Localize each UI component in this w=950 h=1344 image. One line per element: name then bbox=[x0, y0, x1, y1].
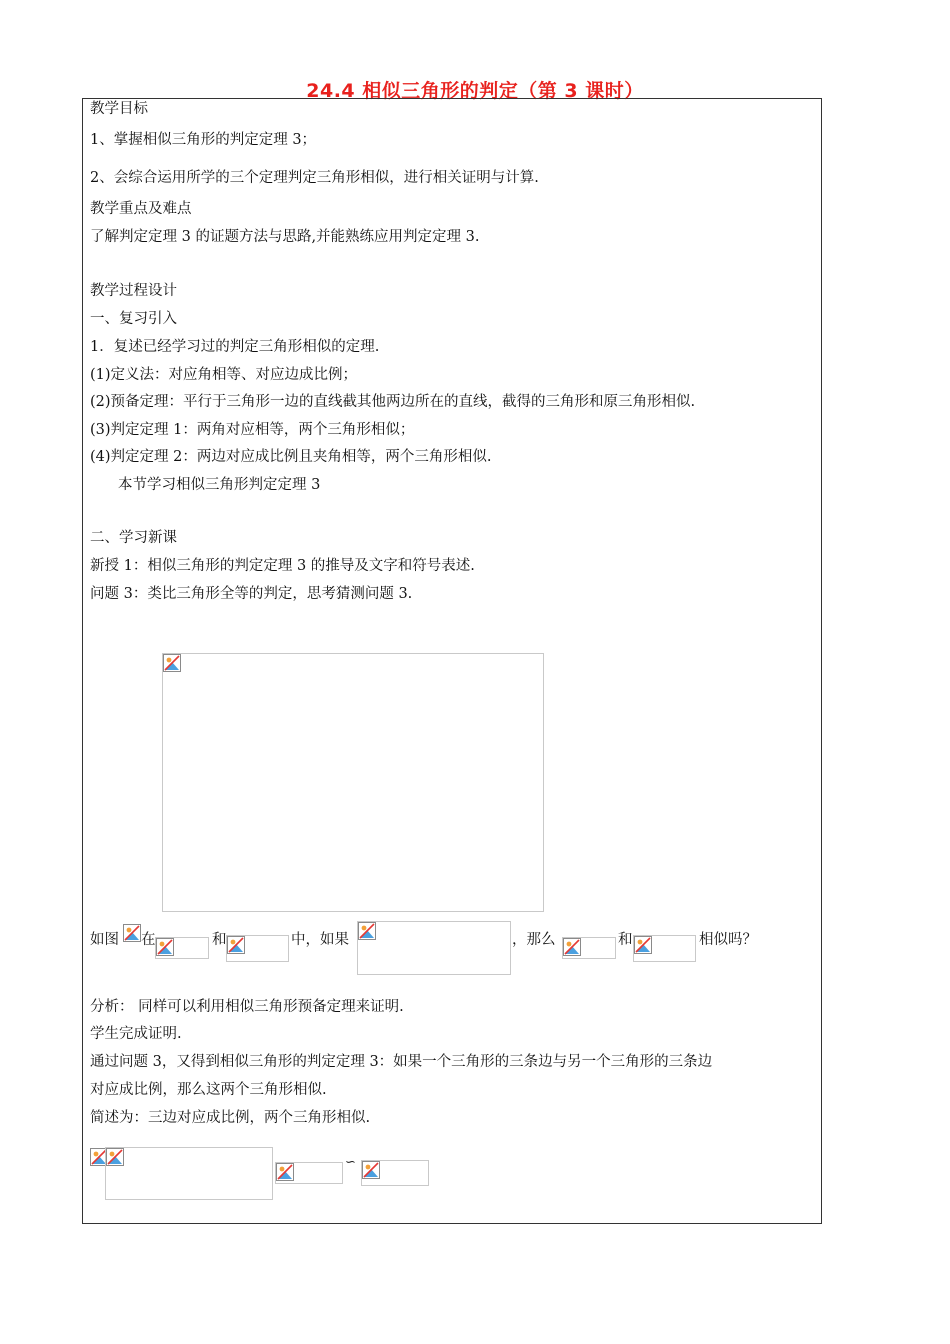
broken-image-icon bbox=[106, 1148, 124, 1166]
objective-2: 2、会综合运用所学的三个定理判定三角形相似，进行相关证明与计算. bbox=[90, 170, 539, 186]
section-2-heading: 二、学习新课 bbox=[90, 530, 177, 546]
similar-symbol: ∽ bbox=[345, 1155, 356, 1170]
question-text-1: 如图 bbox=[90, 932, 119, 948]
broken-image-icon bbox=[163, 654, 181, 672]
key-points-heading: 教学重点及难点 bbox=[90, 201, 192, 217]
conclusion-line-2: 对应成比例，那么这两个三角形相似. bbox=[90, 1082, 327, 1098]
question-text-2: 在 bbox=[141, 932, 156, 948]
analysis-text: 分析： 同样可以利用相似三角形预备定理来证明. bbox=[90, 999, 404, 1015]
process-heading: 教学过程设计 bbox=[90, 283, 177, 299]
broken-image-icon bbox=[227, 936, 245, 954]
question-text-4: 中，如果 bbox=[291, 932, 349, 948]
conclusion-line-1: 通过问题 3，又得到相似三角形的判定定理 3：如果一个三角形的三条边与另一个三角形的三条边 bbox=[90, 1054, 713, 1070]
broken-image-icon bbox=[156, 938, 174, 956]
theorem-1: (3)判定定理 1：两角对应相等，两个三角形相似； bbox=[90, 422, 415, 438]
broken-image-icon bbox=[362, 1161, 380, 1179]
summary-text: 简述为：三边对应成比例，两个三角形相似. bbox=[90, 1110, 371, 1126]
broken-image-icon bbox=[563, 938, 581, 956]
broken-image-icon bbox=[634, 936, 652, 954]
question-3: 问题 3：类比三角形全等的判定，思考猜测问题 3. bbox=[90, 586, 413, 602]
this-section-note: 本节学习相似三角形判定定理 3 bbox=[118, 477, 321, 493]
objective-1: 1、掌握相似三角形的判定定理 3； bbox=[90, 132, 317, 148]
broken-image-icon bbox=[123, 924, 141, 942]
key-points-text: 了解判定定理 3 的证题方法与思路,并能熟练应用判定定理 3. bbox=[90, 229, 480, 245]
question-text-3: 和 bbox=[212, 932, 227, 948]
page-title: 24.4 相似三角形的判定（第 3 课时） bbox=[306, 80, 644, 102]
review-item-1: 1．复述已经学习过的判定三角形相似的定理. bbox=[90, 339, 380, 355]
objectives-heading: 教学目标 bbox=[90, 101, 148, 117]
preliminary-theorem: (2)预备定理：平行于三角形一边的直线截其他两边所在的直线，截得的三角形和原三角形相似. bbox=[90, 394, 696, 410]
definition-method: (1)定义法：对应角相等、对应边成比例； bbox=[90, 367, 358, 383]
question-text-5: ，那么 bbox=[512, 932, 556, 948]
question-text-7: 相似吗？ bbox=[699, 932, 757, 948]
symbolic-ratio-placeholder bbox=[105, 1147, 273, 1200]
section-1-heading: 一、复习引入 bbox=[90, 311, 177, 327]
new-lesson-1: 新授 1：相似三角形的判定定理 3 的推导及文字和符号表述. bbox=[90, 558, 475, 574]
figure-placeholder bbox=[162, 653, 544, 912]
broken-image-icon bbox=[358, 922, 376, 940]
ratio-condition-placeholder bbox=[357, 921, 511, 975]
theorem-2: (4)判定定理 2：两边对应成比例且夹角相等，两个三角形相似. bbox=[90, 449, 492, 465]
broken-image-icon bbox=[276, 1163, 294, 1181]
question-text-6: 和 bbox=[618, 932, 633, 948]
student-proof-text: 学生完成证明. bbox=[90, 1026, 182, 1042]
